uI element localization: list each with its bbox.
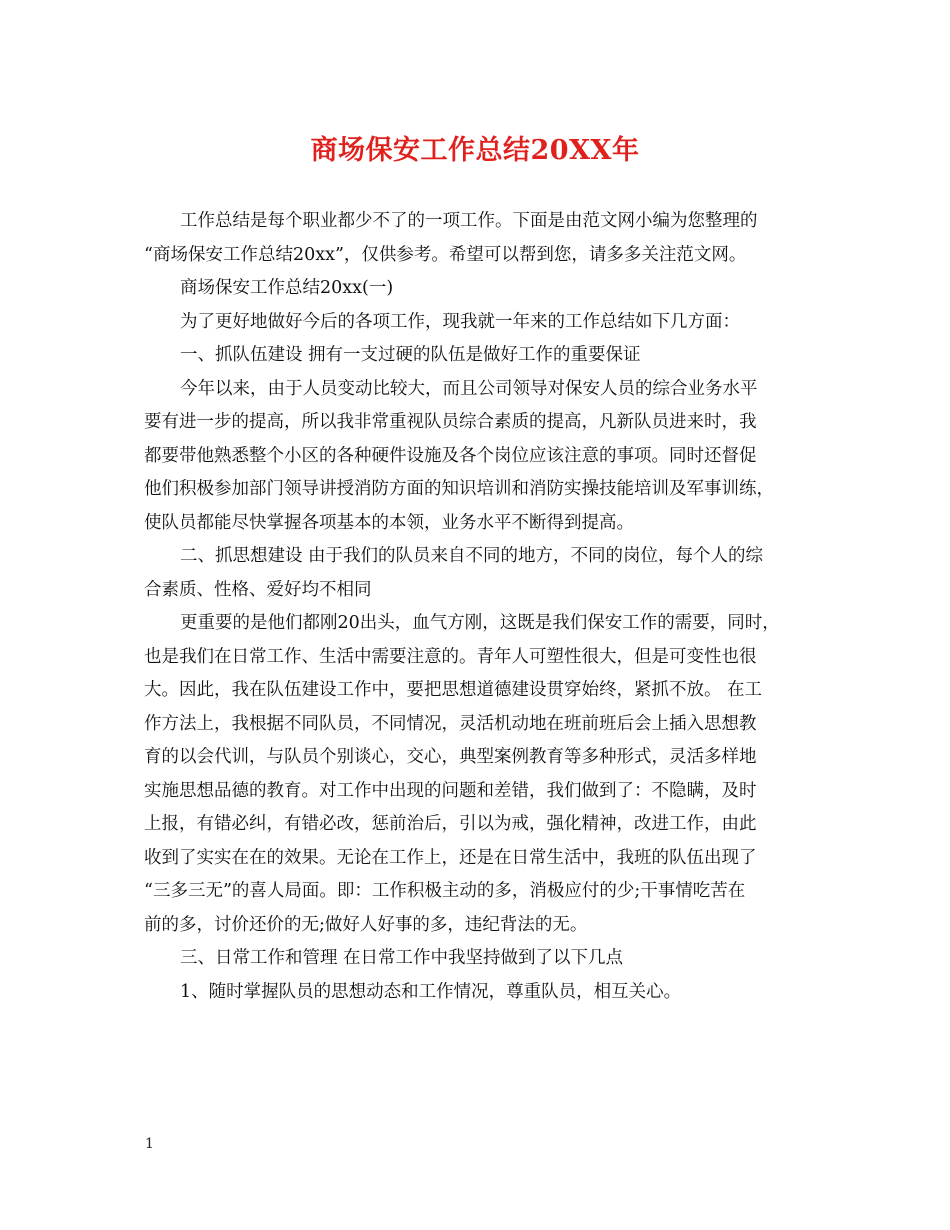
text-line: 合素质、性格、爱好均不相同 bbox=[144, 579, 372, 600]
text-line: 上报，有错必纠，有错必改，惩前治后，引以为戒，强化精神，改进工作，由此 bbox=[144, 814, 757, 834]
text-line: 三、日常工作和管理 在日常工作中我坚持做到了以下几点 bbox=[180, 948, 624, 968]
text-line: 他们积极参加部门领导讲授消防方面的知识培训和消防实操技能培训及军事训练， bbox=[144, 479, 774, 499]
paragraph-section-2 bbox=[144, 607, 809, 942]
text-line: 实施思想品德的教育。对工作中出现的问题和差错，我们做到了：不隐瞒，及时 bbox=[144, 780, 757, 801]
document-body bbox=[144, 205, 809, 1009]
text-line: 更重要的是他们都刚20出头，血气方刚，这既是我们保安工作的需要，同时， bbox=[180, 613, 780, 633]
section-heading-1 bbox=[144, 339, 809, 373]
paragraph-section-1 bbox=[144, 373, 809, 541]
text-line: 今年以来，由于人员变动比较大，而且公司领导对保安人员的综合业务水平 bbox=[180, 378, 758, 399]
text-line: 工作总结是每个职业都少不了的一项工作。下面是由范文网小编为您整理的 bbox=[180, 211, 758, 231]
text-line: 作方法上，我根据不同队员，不同情况，灵活机动地在班前班后会上插入思想教 bbox=[144, 713, 757, 734]
text-line: 也是我们在日常工作、生活中需要注意的。青年人可塑性很大，但是可变性也很 bbox=[144, 646, 757, 667]
paragraph-intro bbox=[144, 205, 809, 272]
text-line: 1、随时掌握队员的思想动态和工作情况，尊重队员，相互关心。 bbox=[180, 981, 682, 1002]
text-line: 大。因此，我在队伍建设工作中，要把思想道德建设贯穿始终，紧抓不放。 在工 bbox=[144, 680, 763, 700]
text-line: 要有进一步的提高，所以我非常重视队员综合素质的提高，凡新队员进来时，我 bbox=[144, 412, 757, 432]
text-line: “商场保安工作总结20xx”，仅供参考。希望可以帮到您，请多多关注范文网。 bbox=[144, 244, 747, 265]
document-title: 商场保安工作总结20XX年 bbox=[310, 135, 640, 166]
page-number: 1 bbox=[145, 1136, 154, 1152]
paragraph-subtitle bbox=[144, 272, 809, 306]
text-line: 前的多，讨价还价的无;做好人好事的多，违纪背法的无。 bbox=[144, 914, 588, 935]
text-line: 育的以会代训，与队员个别谈心，交心，典型案例教育等多种形式，灵活多样地 bbox=[144, 747, 757, 767]
text-line: 商场保安工作总结20xx(一) bbox=[180, 278, 394, 298]
text-line: 一、抓队伍建设 拥有一支过硬的队伍是做好工作的重要保证 bbox=[180, 345, 641, 365]
text-line: 二、抓思想建设 由于我们的队员来自不同的地方，不同的岗位，每个人的综 bbox=[180, 546, 764, 566]
text-line: “三多三无”的喜人局面。即：工作积极主动的多，消极应付的少;干事情吃苦在 bbox=[144, 881, 746, 901]
text-line: 为了更好地做好今后的各项工作，现我就一年来的工作总结如下几方面： bbox=[180, 311, 740, 332]
text-line: 收到了实实在在的效果。无论在工作上，还是在日常生活中，我班的队伍出现了 bbox=[144, 847, 757, 868]
section-heading-3 bbox=[144, 942, 809, 976]
text-line: 都要带他熟悉整个小区的各种硬件设施及各个岗位应该注意的事项。同时还督促 bbox=[144, 445, 757, 466]
text-line: 使队员都能尽快掌握各项基本的本领，业务水平不断得到提高。 bbox=[144, 512, 634, 533]
paragraph-lead bbox=[144, 306, 809, 340]
section-heading-2 bbox=[144, 540, 809, 607]
list-item bbox=[144, 976, 809, 1010]
